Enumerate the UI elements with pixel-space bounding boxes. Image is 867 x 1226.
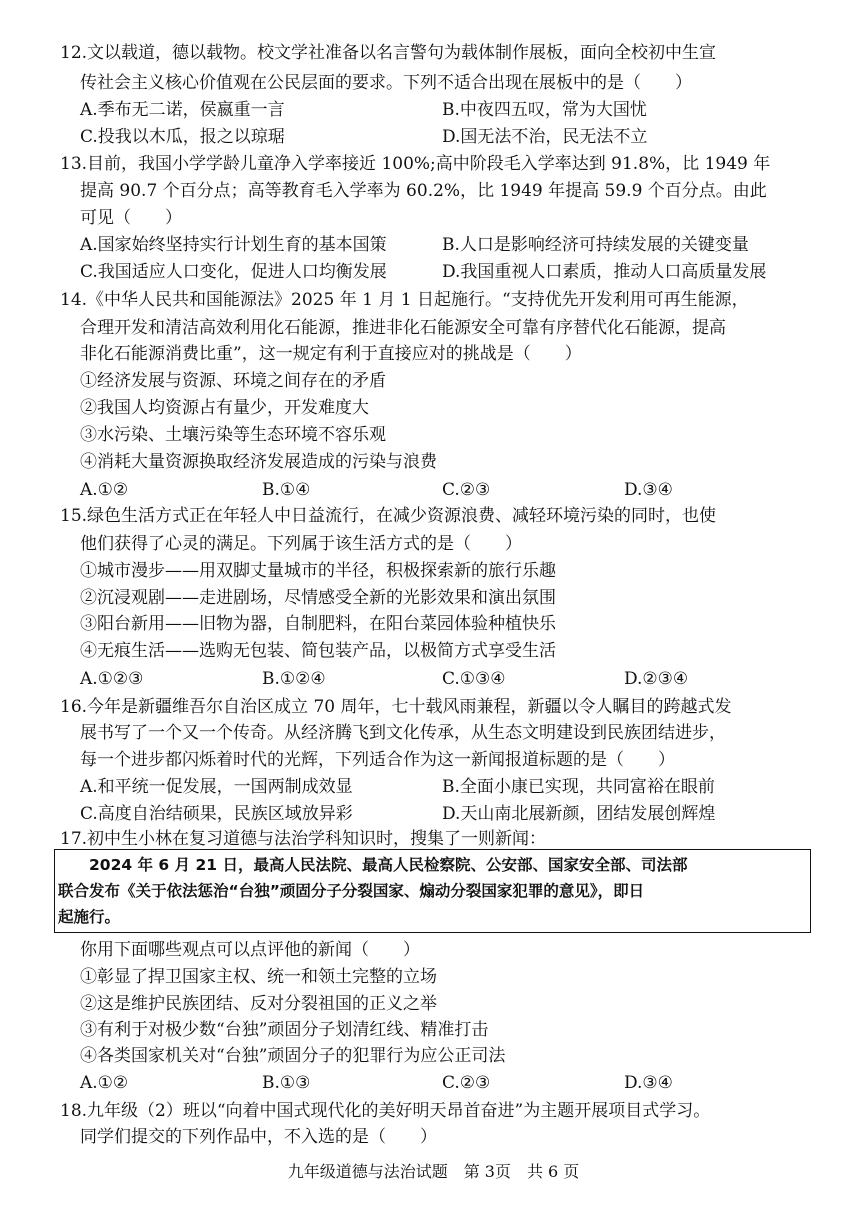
q12-option-a: A.季布无二诺，侯嬴重一言 xyxy=(80,100,285,120)
q14-item-2: ②我国人均资源占有量少，开发难度大 xyxy=(80,398,369,418)
q17-option-c: C.②③ xyxy=(442,1073,491,1093)
q14-option-b: B.①④ xyxy=(262,480,311,500)
q14-stem-line-3: 非化石能源消费比重”，这一规定有利于直接应对的挑战是（ ） xyxy=(80,344,582,364)
q16-option-a: A.和平统一促发展，一国两制成效显 xyxy=(80,777,353,797)
q16-option-d: D.天山南北展新颜，团结发展创辉煌 xyxy=(442,804,716,824)
q14-item-4: ④消耗大量资源换取经济发展造成的污染与浪费 xyxy=(80,452,437,472)
q17-item-4: ④各类国家机关对“台独”顽固分子的犯罪行为应公正司法 xyxy=(80,1046,506,1066)
q15-option-b: B.①②④ xyxy=(262,669,326,689)
q15-option-d: D.②③④ xyxy=(624,669,689,689)
q17-option-d: D.③④ xyxy=(624,1073,673,1093)
q12-stem-line-2: 传社会主义核心价值观在公民层面的要求。下列不适合出现在展板中的是（ ） xyxy=(80,73,692,93)
q17-option-b: B.①③ xyxy=(262,1073,311,1093)
q17-item-2: ②这是维护民族团结、反对分裂祖国的正义之举 xyxy=(80,994,437,1014)
q15-item-2: ②沉浸观剧——走进剧场，尽情感受全新的光影效果和演出氛围 xyxy=(80,588,556,608)
page-footer: 九年级道德与法治试题 第 3页 共 6 页 xyxy=(287,1162,580,1181)
q14-item-3: ③水污染、土壤污染等生态环境不容乐观 xyxy=(80,425,386,445)
q16-stem-line-2: 展书写了一个又一个传奇。从经济腾飞到文化传承，从生态文明建设到民族团结进步， xyxy=(80,723,726,743)
q13-stem-line-1: 13.目前，我国小学学龄儿童净入学率接近 100%;高中阶段毛入学率达到 91.8%，比 1949 年 xyxy=(60,154,771,174)
q15-item-1: ①城市漫步——用双脚丈量城市的半径，积极探索新的旅行乐趣 xyxy=(80,561,556,581)
q14-stem-line-1: 14.《中华人民共和国能源法》2025 年 1 月 1 日起施行。“支持优先开发利用可再生能源， xyxy=(60,290,749,310)
q15-option-c: C.①③④ xyxy=(442,669,506,689)
q13-stem-line-3: 可见（ ） xyxy=(80,208,182,228)
q12-option-c: C.投我以木瓜，报之以琼琚 xyxy=(80,127,285,147)
q12-option-d: D.国无法不治，民无法不立 xyxy=(442,127,648,147)
q16-option-b: B.全面小康已实现，共同富裕在眼前 xyxy=(442,777,715,797)
q17-stem-line-1: 17.初中生小林在复习道德与法治学科知识时，搜集了一则新闻： xyxy=(60,829,547,849)
q18-stem-line-1: 18.九年级（2）班以“向着中国式现代化的美好明天昂首奋进”为主题开展项目式学习。 xyxy=(60,1101,711,1121)
q14-item-1: ①经济发展与资源、环境之间存在的矛盾 xyxy=(80,371,386,391)
q12-option-b: B.中夜四五叹，常为大国忧 xyxy=(442,100,647,120)
q13-option-d: D.我国重视人口素质，推动人口高质量发展 xyxy=(442,262,767,282)
q13-option-c: C.我国适应人口变化，促进人口均衡发展 xyxy=(80,262,387,282)
q15-item-4: ④无痕生活——选购无包装、简包装产品，以极简方式享受生活 xyxy=(80,641,556,661)
q17-question: 你用下面哪些观点可以点评他的新闻（ ） xyxy=(80,940,420,960)
q13-option-b: B.人口是影响经济可持续发展的关键变量 xyxy=(442,235,749,255)
q16-option-c: C.高度自治结硕果，民族区域放异彩 xyxy=(80,804,353,824)
q16-stem-line-1: 16.今年是新疆维吾尔自治区成立 70 周年，七十载风雨兼程，新疆以令人瞩目的跨越式发 xyxy=(60,697,732,717)
q14-stem-line-2: 合理开发和清洁高效利用化石能源，推进非化石能源安全可靠有序替代化石能源，提高 xyxy=(80,318,726,338)
q17-item-3: ③有利于对极少数“台独”顽固分子划清红线、精准打击 xyxy=(80,1020,489,1040)
q16-stem-line-3: 每一个进步都闪烁着时代的光辉，下列适合作为这一新闻报道标题的是（ ） xyxy=(80,750,675,770)
news-line-2: 联合发布《关于依法惩治“台独”顽固分子分裂国家、煽动分裂国家犯罪的意见》，即日 xyxy=(58,882,645,900)
q17-item-1: ①彰显了捍卫国家主权、统一和领土完整的立场 xyxy=(80,967,437,987)
q13-option-a: A.国家始终坚持实行计划生育的基本国策 xyxy=(80,235,387,255)
q17-option-a: A.①② xyxy=(80,1073,129,1093)
q18-stem-line-2: 同学们提交的下列作品中，不入选的是（ ） xyxy=(80,1127,437,1147)
q15-option-a: A.①②③ xyxy=(80,669,144,689)
q14-option-a: A.①② xyxy=(80,480,129,500)
news-line-1: 2024 年 6 月 21 日，最高人民法院、最高人民检察院、公安部、国家安全部、司法部 xyxy=(58,856,688,874)
q12-stem-line-1: 12.文以载道，德以载物。校文学社准备以名言警句为载体制作展板，面向全校初中生宣 xyxy=(60,43,717,63)
q14-option-c: C.②③ xyxy=(442,480,491,500)
q15-item-3: ③阳台新用——旧物为器，自制肥料，在阳台菜园体验种植快乐 xyxy=(80,614,556,634)
q13-stem-line-2: 提高 90.7 个百分点；高等教育毛入学率为 60.2%，比 1949 年提高 59.9 个百分点。由此 xyxy=(80,181,767,201)
q14-option-d: D.③④ xyxy=(624,480,673,500)
q15-stem-line-1: 15.绿色生活方式正在年轻人中日益流行，在减少资源浪费、减轻环境污染的同时，也使 xyxy=(60,506,717,526)
news-line-3: 起施行。 xyxy=(58,908,121,926)
q15-stem-line-2: 他们获得了心灵的满足。下列属于该生活方式的是（ ） xyxy=(80,534,522,554)
